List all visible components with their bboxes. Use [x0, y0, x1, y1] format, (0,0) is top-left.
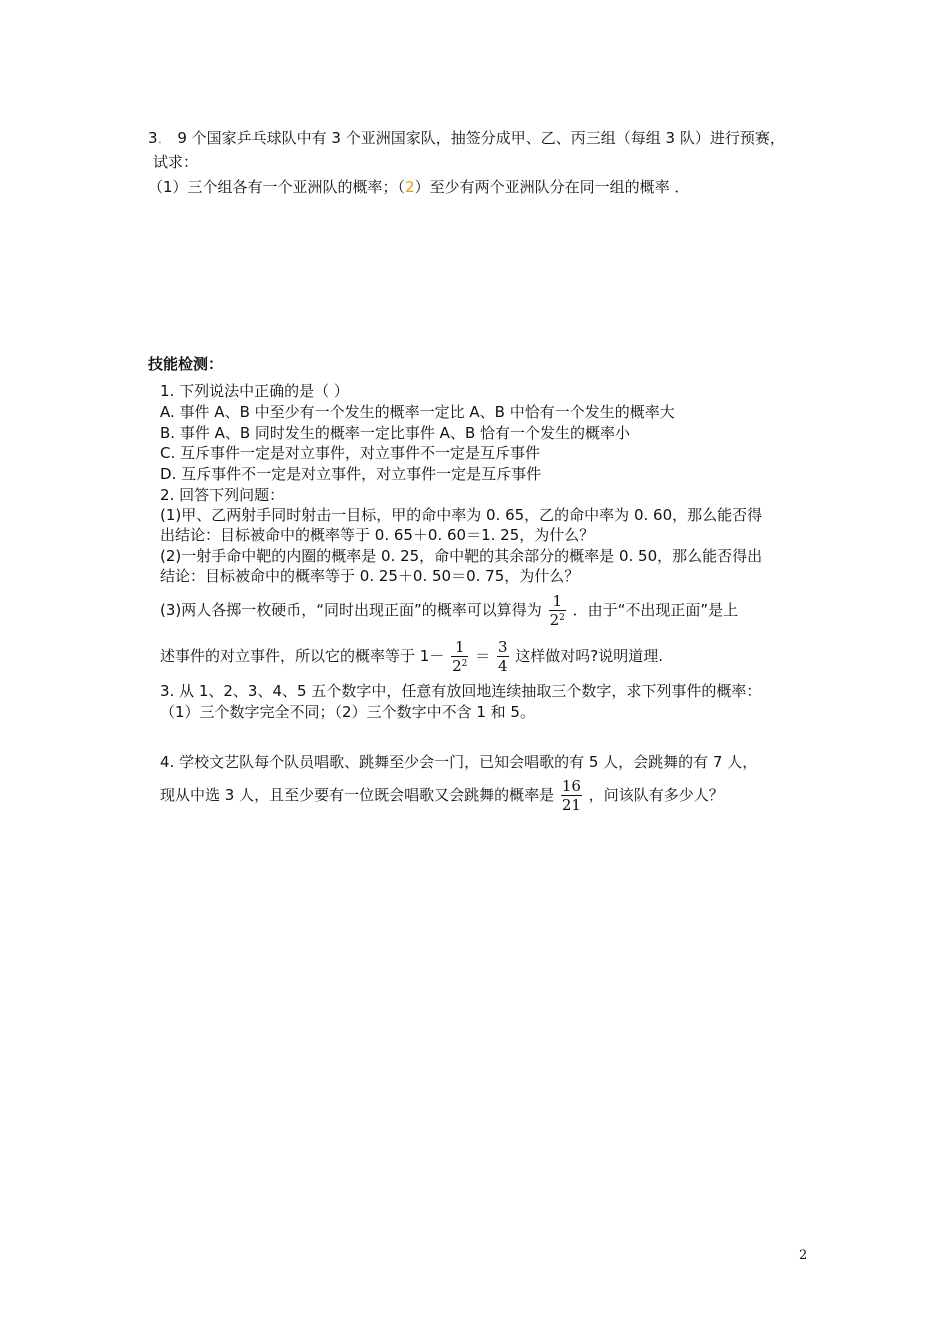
denominator-exponent: 2: [559, 613, 565, 623]
skills-q4-text-b: ，问该队有多少人？: [588, 786, 724, 804]
skills-q2-part3-text-a: (3)两人各掷一枚硬币，“同时出现正面”的概率可以算得为: [160, 601, 542, 619]
page-number: 2: [799, 1248, 808, 1263]
q3-part-2-text: ）至少有两个亚洲队分在同一组的概率 ．: [414, 178, 690, 196]
q3-part-1: （1）三个组各有一个亚洲队的概率；: [148, 178, 398, 196]
skills-q4-line1: 4. 学校文艺队每个队员唱歌、跳舞至少会一门，已知会唱歌的有 5 人，会跳舞的有 7 人，: [160, 753, 758, 771]
fraction-numerator: 3: [497, 638, 508, 656]
skills-q4-text-a: 现从中选 3 人，且至少要有一位既会唱歌又会跳舞的概率是: [160, 786, 555, 804]
skills-q4-line2: [160, 775, 724, 815]
fraction-numerator: 1: [552, 592, 562, 610]
q3-number-punct: ．: [157, 129, 173, 147]
skills-q2-part3-text-c: 述事件的对立事件，所以它的概率等于 1－: [160, 647, 445, 665]
skills-q2-part3-line2: [160, 636, 663, 676]
fraction-numerator: 16: [561, 777, 581, 795]
q3-part-2-number: 2: [405, 178, 415, 196]
skills-q2-part1-line2: 出结论：目标被命中的概率等于 0. 65＋0. 60＝1. 25，为什么？: [160, 526, 595, 544]
q3-stem: 9 个国家乒乓球队中有 3 个亚洲国家队，抽签分成甲、乙、丙三组（每组 3 队）进行预赛，: [177, 129, 785, 147]
fraction-one-over-two-squared: [549, 592, 566, 629]
skills-q1-option-b: B. 事件 A、B 同时发生的概率一定比事件 A、B 恰有一个发生的概率小: [160, 424, 631, 442]
q3-number: 3: [148, 129, 158, 147]
skills-q2-part3-text-b: ．由于“不出现正面”是上: [572, 601, 739, 619]
skills-q2-part3-text-d: 这样做对吗?说明道理.: [515, 647, 664, 665]
fraction-three-quarters: [497, 638, 509, 675]
skills-q1-stem: 1. 下列说法中正确的是（ ）: [160, 382, 349, 400]
skills-heading: 技能检测：: [148, 355, 224, 373]
fraction-one-over-two-squared-2: [451, 638, 468, 675]
skills-q1-option-a: A. 事件 A、B 中至少有一个发生的概率一定比 A、B 中恰有一个发生的概率大: [160, 403, 675, 421]
fraction-sixteen-over-twentyone: [561, 777, 582, 814]
fraction-denominator: 4: [497, 657, 508, 675]
skills-q1-option-c: C. 互斥事件一定是对立事件，对立事件不一定是互斥事件: [160, 444, 541, 462]
denominator-base: 2: [549, 611, 560, 629]
fraction-numerator: 1: [454, 638, 465, 656]
skills-q2-part2-line1: (2)一射手命中靶的内圈的概率是 0. 25，命中靶的其余部分的概率是 0. 50，那么能否得出: [160, 547, 763, 565]
denominator-base: 2: [452, 657, 462, 675]
skills-q1-option-d: D. 互斥事件不一定是对立事件，对立事件一定是互斥事件: [160, 465, 542, 483]
fraction-denominator: [451, 657, 468, 675]
skills-q2-part3-line1: [160, 590, 738, 630]
skills-q2-part2-line2: 结论：目标被命中的概率等于 0. 25＋0. 50＝0. 75，为什么？: [160, 567, 580, 585]
skills-q2-stem: 2. 回答下列问题：: [160, 486, 285, 504]
skills-q2-part1-line1: (1)甲、乙两射手同时射击一目标，甲的命中率为 0. 65，乙的命中率为 0. 60，那么能否得: [160, 506, 763, 524]
q3-part-2-open: （: [397, 178, 406, 196]
fraction-denominator: [549, 611, 566, 629]
skills-q3-line2: （1）三个数字完全不同；（2）三个数字中不含 1 和 5。: [160, 703, 535, 721]
equals-sign: ＝: [475, 647, 491, 665]
skills-q3-line1: 3. 从 1、2、3、4、5 五个数字中，任意有放回地连续抽取三个数字，求下列事件的概率：: [160, 682, 762, 700]
q3-parts: [148, 177, 689, 197]
denominator-exponent: 2: [461, 659, 468, 669]
q3-stem-line: [148, 128, 785, 148]
q3-ask: 试求：: [153, 153, 199, 171]
fraction-denominator: 21: [561, 796, 581, 814]
